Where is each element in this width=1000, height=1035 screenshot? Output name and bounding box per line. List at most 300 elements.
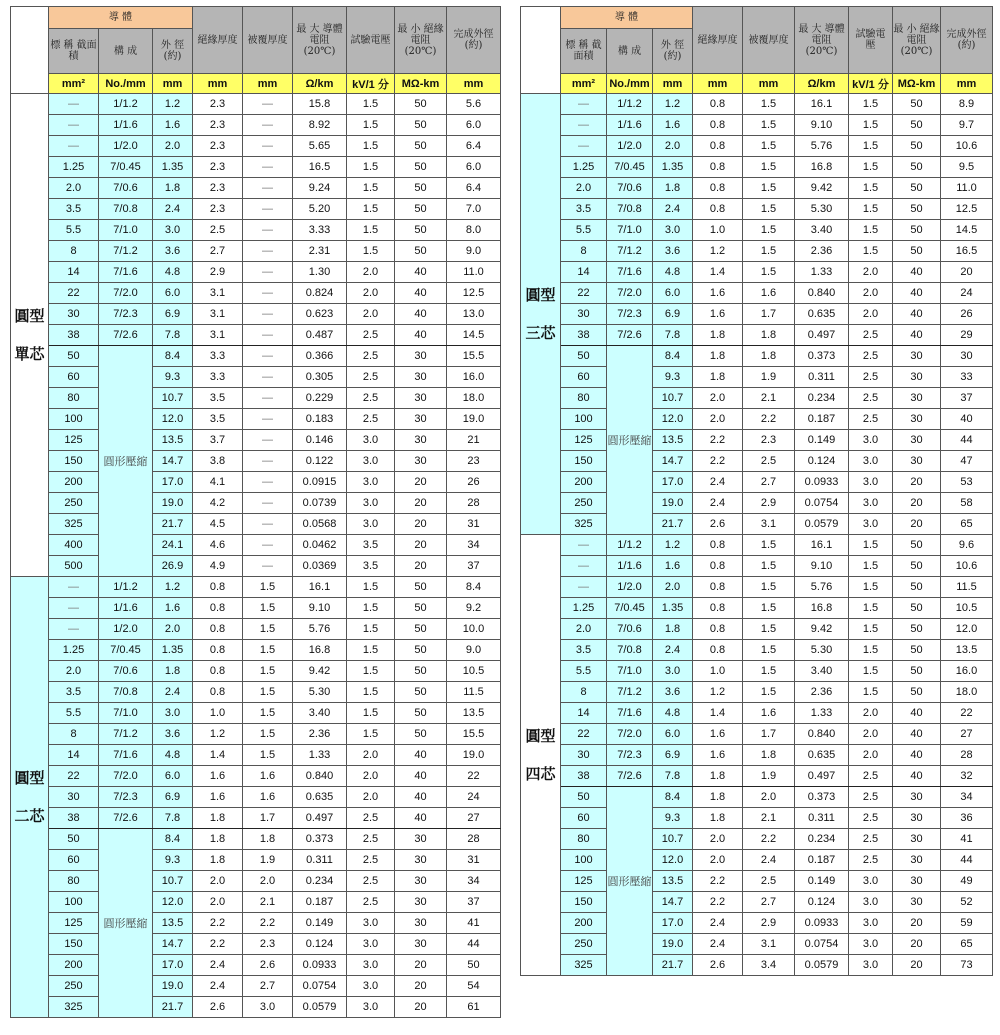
table-cell: 30 (395, 388, 447, 409)
table-row (521, 388, 993, 409)
table-cell: 7/2.6 (607, 766, 653, 787)
table-cell: 1.8 (743, 325, 795, 346)
table-row (521, 325, 993, 346)
table-cell: 50 (395, 115, 447, 136)
unit-cell: No./mm (99, 74, 153, 94)
table-cell: 33 (941, 367, 993, 388)
table-cell: 3.5 (347, 556, 395, 577)
table-cell: 13.5 (447, 703, 501, 724)
table-cell: 16.0 (941, 661, 993, 682)
table-cell: 5.76 (795, 136, 849, 157)
table-cell: 4.6 (193, 535, 243, 556)
table-cell: 30 (561, 304, 607, 325)
table-cell: 50 (395, 241, 447, 262)
table-cell: 2.5 (849, 409, 893, 430)
table-cell: 2.0 (693, 409, 743, 430)
table-row (521, 829, 993, 850)
table-cell: 14.7 (653, 892, 693, 913)
table-cell: 2.1 (743, 808, 795, 829)
table-cell: 3.0 (849, 430, 893, 451)
table-cell: — (243, 262, 293, 283)
table-cell: 2.5 (347, 850, 395, 871)
table-cell: 1.6 (743, 703, 795, 724)
table-cell: 0.234 (795, 829, 849, 850)
table-cell: 30 (49, 787, 99, 808)
sheath-header: 被覆厚度 (243, 7, 293, 74)
table-cell: 50 (893, 682, 941, 703)
spec-table-left (10, 6, 501, 1018)
table-cell: 250 (49, 493, 99, 514)
table-cell: 30 (395, 871, 447, 892)
unit-cell: mm² (49, 74, 99, 94)
table-cell: 2.0 (347, 766, 395, 787)
table-cell: 13.5 (653, 871, 693, 892)
table-cell: 24 (941, 283, 993, 304)
table-cell: 7/0.8 (99, 199, 153, 220)
table-cell: 16.5 (293, 157, 347, 178)
table-cell: 3.3 (193, 367, 243, 388)
table-cell: 2.31 (293, 241, 347, 262)
table-cell: 3.0 (849, 913, 893, 934)
table-cell: 40 (395, 304, 447, 325)
table-row (11, 472, 501, 493)
table-cell: 4.8 (153, 262, 193, 283)
table-cell: 30 (893, 850, 941, 871)
table-cell: 50 (893, 178, 941, 199)
table-cell: 1.6 (193, 787, 243, 808)
table-cell: 1.5 (849, 619, 893, 640)
table-cell: 38 (49, 808, 99, 829)
table-cell: 8.4 (653, 346, 693, 367)
table-cell: 49 (941, 871, 993, 892)
table-cell: 12.0 (153, 892, 193, 913)
table-row (521, 535, 993, 556)
table-cell: 3.0 (849, 472, 893, 493)
table-cell: 14.5 (941, 220, 993, 241)
table-row (11, 787, 501, 808)
table-cell: 0.8 (193, 577, 243, 598)
table-cell: 2.0 (653, 136, 693, 157)
table-cell: 1.2 (693, 241, 743, 262)
table-cell: 1.2 (693, 682, 743, 703)
table-cell: 2.0 (693, 829, 743, 850)
table-cell: 2.3 (743, 430, 795, 451)
table-cell: 1.5 (347, 661, 395, 682)
table-cell: 44 (447, 934, 501, 955)
table-cell: 60 (49, 850, 99, 871)
table-row (11, 304, 501, 325)
table-cell: 2.0 (347, 787, 395, 808)
table-row (521, 430, 993, 451)
table-cell: 0.187 (293, 892, 347, 913)
table-cell: 2.5 (743, 451, 795, 472)
table-cell: 0.187 (795, 850, 849, 871)
table-cell: 6.4 (447, 136, 501, 157)
table-cell: 1.5 (849, 94, 893, 115)
table-cell: 0.0754 (795, 934, 849, 955)
unit-cell: mm (447, 74, 501, 94)
unit-cell: mm (743, 74, 795, 94)
table-cell: 44 (941, 850, 993, 871)
table-cell: 2.5 (849, 766, 893, 787)
table-cell: 8 (561, 682, 607, 703)
table-cell: 21 (447, 430, 501, 451)
table-cell: — (561, 556, 607, 577)
table-row (11, 136, 501, 157)
table-cell: 30 (395, 913, 447, 934)
table-cell: 2.2 (693, 892, 743, 913)
table-cell: 5.5 (49, 220, 99, 241)
table-cell: 50 (561, 346, 607, 367)
table-cell: — (243, 94, 293, 115)
unit-cell: Ω/km (293, 74, 347, 94)
cable-type-label: 圓型四芯 (521, 535, 561, 976)
table-cell: 13.5 (941, 640, 993, 661)
table-cell: 1.5 (347, 241, 395, 262)
table-cell: 1.2 (153, 94, 193, 115)
table-cell: 1.5 (849, 115, 893, 136)
table-cell: 53 (941, 472, 993, 493)
table-cell: 5.30 (293, 682, 347, 703)
table-cell: 0.8 (193, 619, 243, 640)
table-cell: 37 (941, 388, 993, 409)
table-cell: 30 (893, 892, 941, 913)
table-cell: 5.76 (795, 577, 849, 598)
table-cell: 15.5 (447, 346, 501, 367)
table-cell: 1.5 (849, 598, 893, 619)
table-cell: 27 (941, 724, 993, 745)
table-cell: 50 (395, 577, 447, 598)
table-cell: 7/1.6 (99, 262, 153, 283)
table-cell: 34 (447, 535, 501, 556)
table-cell: 2.0 (347, 304, 395, 325)
table-cell: 34 (941, 787, 993, 808)
table-cell: 3.0 (849, 451, 893, 472)
unit-cell: MΩ-km (395, 74, 447, 94)
table-cell: 0.122 (293, 451, 347, 472)
table-cell: 1.25 (49, 157, 99, 178)
table-cell: 125 (561, 430, 607, 451)
table-cell: 3.40 (293, 703, 347, 724)
table-cell: 9.24 (293, 178, 347, 199)
table-cell: 30 (893, 409, 941, 430)
table-cell: 20 (893, 934, 941, 955)
max-resistance-header: 最 大 導體電阻 (20℃) (293, 7, 347, 74)
table-cell: 0.0915 (293, 472, 347, 493)
table-cell: 0.497 (795, 325, 849, 346)
table-cell: 30 (893, 451, 941, 472)
table-cell: 50 (893, 619, 941, 640)
table-cell: 14 (561, 703, 607, 724)
table-cell: 6.0 (447, 157, 501, 178)
table-cell: 400 (49, 535, 99, 556)
table-row (11, 913, 501, 934)
table-cell: 30 (893, 871, 941, 892)
table-cell: 40 (395, 745, 447, 766)
table-cell: 1.2 (653, 535, 693, 556)
table-cell: 30 (893, 367, 941, 388)
table-row (521, 115, 993, 136)
table-cell: 3.0 (849, 514, 893, 535)
table-cell: 30 (395, 367, 447, 388)
table-cell: 3.33 (293, 220, 347, 241)
table-cell: 11.0 (447, 262, 501, 283)
table-cell: 16.8 (795, 157, 849, 178)
units-row (521, 74, 993, 94)
table-row (521, 661, 993, 682)
header-row (11, 7, 501, 29)
table-cell: 6.9 (653, 304, 693, 325)
table-cell: 50 (893, 241, 941, 262)
table-cell: 1.8 (193, 808, 243, 829)
table-cell: 3.0 (849, 955, 893, 976)
table-row (521, 850, 993, 871)
min-insulation-header: 最 小 絕緣電阻 (20℃) (893, 7, 941, 74)
table-cell: 32 (941, 766, 993, 787)
table-cell: 3.1 (743, 934, 795, 955)
table-cell: 150 (561, 451, 607, 472)
table-cell: 2.0 (193, 892, 243, 913)
table-cell: 2.5 (347, 388, 395, 409)
table-cell: 9.5 (941, 157, 993, 178)
table-cell: 14.7 (153, 451, 193, 472)
table-cell: 0.0739 (293, 493, 347, 514)
table-cell: 1.0 (693, 220, 743, 241)
table-cell: 1.2 (653, 94, 693, 115)
table-cell: 200 (49, 955, 99, 976)
table-cell: 2.3 (193, 178, 243, 199)
table-cell: 3.0 (153, 220, 193, 241)
table-cell: 30 (395, 451, 447, 472)
table-cell: 19.0 (153, 976, 193, 997)
insulation-header: 絕緣厚度 (193, 7, 243, 74)
table-cell: 0.187 (795, 409, 849, 430)
table-row (11, 766, 501, 787)
units-row (11, 74, 501, 94)
table-row (521, 262, 993, 283)
table-cell: 30 (893, 808, 941, 829)
table-cell: 1.25 (49, 640, 99, 661)
table-cell: 125 (561, 871, 607, 892)
table-cell: 0.0754 (795, 493, 849, 514)
table-cell: 1.5 (849, 136, 893, 157)
table-cell: 30 (561, 745, 607, 766)
table-cell: 1.5 (347, 178, 395, 199)
table-row (11, 115, 501, 136)
table-cell: 52 (941, 892, 993, 913)
table-cell: 2.3 (193, 199, 243, 220)
table-cell: 20 (893, 472, 941, 493)
table-cell: 2.36 (795, 682, 849, 703)
test-voltage-header: 試驗電壓 (347, 7, 395, 74)
spec-table-right (520, 6, 993, 976)
table-cell: 2.4 (693, 472, 743, 493)
table-cell: 19.0 (447, 745, 501, 766)
table-cell: 30 (395, 430, 447, 451)
table-cell: 50 (395, 136, 447, 157)
table-cell: 100 (561, 409, 607, 430)
table-cell: 125 (49, 913, 99, 934)
table-cell: 2.0 (849, 703, 893, 724)
table-cell: 2.7 (193, 241, 243, 262)
table-cell: 2.9 (743, 913, 795, 934)
table-cell: 20 (395, 493, 447, 514)
table-cell: 0.0754 (293, 976, 347, 997)
table-cell: 16.1 (293, 577, 347, 598)
table-cell: 1.8 (153, 661, 193, 682)
table-cell: 1.30 (293, 262, 347, 283)
table-cell: 3.0 (347, 430, 395, 451)
table-cell: 2.7 (243, 976, 293, 997)
table-cell: 7/0.8 (99, 682, 153, 703)
table-cell: 1.8 (693, 367, 743, 388)
table-cell: 2.0 (849, 283, 893, 304)
table-cell: 2.4 (193, 955, 243, 976)
table-cell: 1/1.2 (99, 94, 153, 115)
table-cell: 7/2.0 (99, 766, 153, 787)
table-cell: 0.0369 (293, 556, 347, 577)
table-cell: 2.0 (347, 283, 395, 304)
table-cell: 10.7 (653, 829, 693, 850)
table-cell: 60 (561, 808, 607, 829)
table-cell: 6.9 (153, 787, 193, 808)
table-cell: 1/2.0 (99, 619, 153, 640)
table-row (11, 220, 501, 241)
table-cell: 14.7 (153, 934, 193, 955)
table-cell: 80 (49, 388, 99, 409)
table-cell: 1/1.6 (99, 115, 153, 136)
table-cell: 50 (395, 598, 447, 619)
table-cell: 13.5 (153, 430, 193, 451)
table-cell: 40 (893, 745, 941, 766)
table-cell: 40 (395, 283, 447, 304)
type-header-blank (11, 7, 49, 94)
table-cell: 50 (49, 829, 99, 850)
table-cell: 1.9 (743, 367, 795, 388)
table-cell: 0.487 (293, 325, 347, 346)
table-cell: 0.623 (293, 304, 347, 325)
table-cell: 3.40 (795, 661, 849, 682)
table-cell: 1.5 (849, 682, 893, 703)
table-row (11, 178, 501, 199)
table-cell: 9.0 (447, 241, 501, 262)
table-cell: 50 (893, 598, 941, 619)
table-cell: 0.8 (693, 178, 743, 199)
table-cell: 40 (893, 703, 941, 724)
table-cell: 16.1 (795, 535, 849, 556)
strands-header: 構 成 (99, 29, 153, 74)
table-cell: 50 (395, 220, 447, 241)
table-cell: 2.0 (653, 577, 693, 598)
table-cell: — (243, 367, 293, 388)
table-cell: 37 (447, 892, 501, 913)
table-cell: 9.3 (153, 850, 193, 871)
table-cell: 1.35 (653, 598, 693, 619)
table-cell: 7/1.6 (607, 262, 653, 283)
table-cell: 7/1.2 (99, 241, 153, 262)
table-row (521, 577, 993, 598)
table-cell: 1.8 (653, 619, 693, 640)
table-row (521, 283, 993, 304)
table-cell: 2.6 (193, 997, 243, 1018)
test-voltage-header: 試驗電 壓 (849, 7, 893, 74)
table-cell: 50 (893, 136, 941, 157)
table-cell: 150 (561, 892, 607, 913)
table-cell: 2.3 (243, 934, 293, 955)
table-cell: 2.4 (193, 976, 243, 997)
table-cell: 1.35 (153, 640, 193, 661)
table-cell: 1.5 (849, 661, 893, 682)
table-cell: 7/0.6 (607, 619, 653, 640)
table-row (521, 787, 993, 808)
table-cell: 200 (49, 472, 99, 493)
table-cell: 40 (893, 325, 941, 346)
table-cell: 7/0.45 (607, 157, 653, 178)
table-row (11, 514, 501, 535)
table-cell: 1.8 (653, 178, 693, 199)
table-cell: 50 (395, 661, 447, 682)
table-cell: 250 (49, 976, 99, 997)
table-cell: 50 (561, 787, 607, 808)
table-cell: 12.0 (653, 409, 693, 430)
table-cell: 1/1.6 (607, 556, 653, 577)
table-row (11, 661, 501, 682)
table-cell: 50 (893, 94, 941, 115)
table-cell: 1.5 (347, 619, 395, 640)
table-cell: 4.2 (193, 493, 243, 514)
finish-od-header: 完成外徑 (約) (941, 7, 993, 74)
insulation-header: 絕緣厚度 (693, 7, 743, 74)
table-row (521, 934, 993, 955)
table-cell: 5.5 (561, 220, 607, 241)
table-cell: 2.2 (743, 409, 795, 430)
table-cell: 3.0 (347, 976, 395, 997)
table-cell: 1.0 (193, 703, 243, 724)
table-cell: 7/1.0 (99, 220, 153, 241)
conductor-header: 導 體 (49, 7, 193, 29)
table-cell: 2.0 (49, 661, 99, 682)
table-cell: 1.5 (347, 703, 395, 724)
table-cell: 1.5 (347, 640, 395, 661)
table-cell: 1.5 (743, 619, 795, 640)
table-cell: 7/1.0 (607, 661, 653, 682)
table-cell: — (243, 136, 293, 157)
table-cell: 30 (941, 346, 993, 367)
table-row (521, 619, 993, 640)
table-cell: 1.5 (743, 220, 795, 241)
table-cell: 1.6 (153, 598, 193, 619)
table-row (11, 640, 501, 661)
table-cell: — (243, 346, 293, 367)
table-cell: — (561, 535, 607, 556)
table-cell: 7.0 (447, 199, 501, 220)
table-cell: 0.8 (693, 199, 743, 220)
finish-od-header: 完成外徑 (約) (447, 7, 501, 74)
table-row (11, 976, 501, 997)
table-cell: 3.1 (743, 514, 795, 535)
table-cell: 50 (893, 115, 941, 136)
table-row (521, 640, 993, 661)
table-row (11, 934, 501, 955)
table-cell: 3.0 (849, 871, 893, 892)
table-cell: 325 (561, 514, 607, 535)
table-row (11, 745, 501, 766)
table-cell: 26 (941, 304, 993, 325)
table-cell: 9.42 (293, 661, 347, 682)
table-cell: 0.305 (293, 367, 347, 388)
nominal-area-header: 標 稱 截面積 (561, 29, 607, 74)
table-cell: 20 (395, 955, 447, 976)
